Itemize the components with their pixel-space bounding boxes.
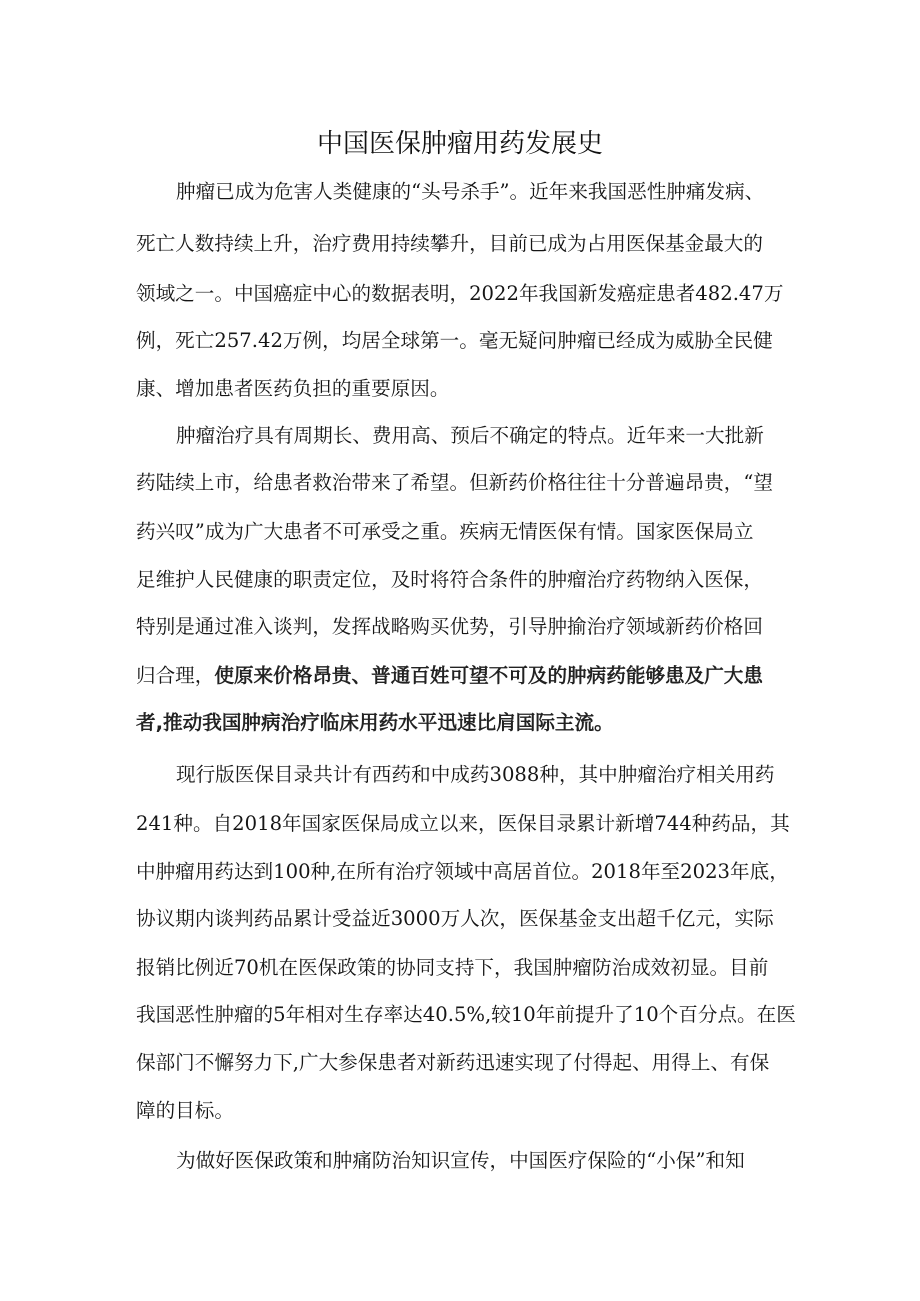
paragraph-3-line-1: 现行版医保目录共计有西药和中成药3088种，其中肿瘤治疗相关用药 (176, 763, 775, 786)
paragraph-1-line-5: 康、增加患者医药负担的重要原因。 (136, 377, 450, 400)
paragraph-2-line-3: 药兴叹”成为广大患者不可承受之重。疾病无情医保有情。国家医保局立 (136, 520, 754, 543)
paragraph-1-line-1: 肿瘤已成为危害人类健康的“头号杀手”。近年来我国恶性肿痛发病、 (176, 180, 765, 203)
paragraph-1-line-4: 例，死亡257.42万例，均居全球第一。毫无疑问肿瘤已经成为威胁全民健 (136, 329, 773, 352)
paragraph-2-line-6-part-b: 使原来价格昂贵、普通百姓可望不可及的肿病药能够患及广大患 (214, 664, 763, 687)
paragraph-3-line-8: 障的目标。 (136, 1099, 234, 1122)
paragraph-2-line-6 (136, 661, 796, 691)
paragraph-3-line-6: 我国恶性肿瘤的5年相对生存率达40.5%,较10年前提升了10个百分点。在医 (136, 1003, 796, 1026)
paragraph-3-line-7: 保部门不懈努力下,广大参保患者对新药迅速实现了付得起、用得上、有保 (136, 1051, 770, 1074)
document-title: 中国医保肿瘤用药发展史 (316, 129, 603, 159)
paragraph-3-line-2: 241种。自2018年国家医保局成立以来，医保目录累计新增744种药品，其 (136, 812, 790, 835)
paragraph-3-line-4: 协议期内谈判药品累计受益近3000万人次，医保基金支出超千亿元，实际 (136, 907, 774, 930)
paragraph-2-line-5: 特别是通过准入谈判，发挥战略购买优势，引导肿揄治疗领域新药价格回 (136, 615, 763, 638)
paragraph-2-line-1: 肿瘤治疗具有周期长、费用高、预后不确定的特点。近年来一大批新 (176, 424, 764, 447)
paragraph-2-line-2: 药陆续上市，给患者救治带来了希望。但新药价格往往十分普遍昂贵，“望 (136, 471, 774, 494)
paragraph-2-line-4: 足维护人民健康的职责定位，及时将符合条件的肿瘤治疗药物纳入医保， (136, 568, 763, 591)
paragraph-4-line-1: 为做好医保政策和肿痛防治知识宣传，中国医疗保险的“小保”和知 (176, 1149, 745, 1172)
paragraph-1-line-2: 死亡人数持续上升，治疗费用持续攀升，目前已成为占用医保基金最大的 (136, 232, 763, 255)
paragraph-3-line-5: 报销比例近70机在医保政策的协同支持下，我国肿瘤防治成效初显。目前 (136, 956, 769, 979)
paragraph-3-line-3: 中肿瘤用药达到100种,在所有治疗领域中高居首位。2018年至2023年底， (136, 860, 789, 883)
paragraph-2-line-6-part-a: 归合理， (136, 664, 215, 687)
paragraph-1-line-3: 领域之一。中国癌症中心的数据表明，2022年我国新发癌症患者482.47万 (136, 282, 784, 305)
paragraph-2-line-7: 者,推动我国肿病治疗临床用药水平迅速比肩国际主流。 (136, 711, 614, 734)
